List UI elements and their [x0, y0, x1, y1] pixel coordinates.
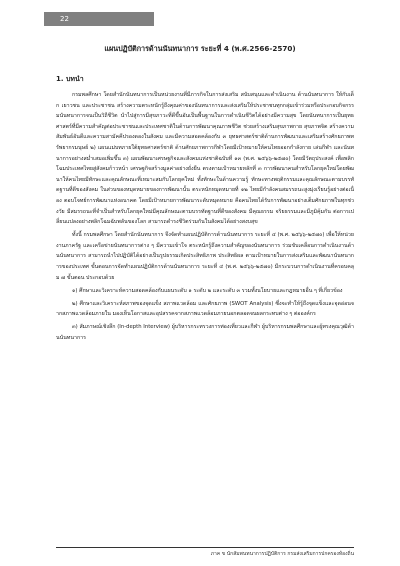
- list-item-step-3: ๓) สัมภาษณ์เชิงลึก (In-depth Interview) ผู้บริหารกระทรวงการท่องเที่ยวและกีฬา ผู้บริหารกรมพลศึกษาและผู้ทรงคุณวุฒิด้านนันทนาการ: [56, 324, 354, 342]
- footer-divider: [56, 547, 354, 548]
- body-content: [56, 90, 354, 346]
- paragraph-introduction: กรมพลศึกษา โดยสำนักนันทนาการเป็นหน่วยงานที่มีภารกิจในการส่งเสริม สนับสนุนและดำเนินงาน ด้านนันทนาการ ให้กับเด็ก เยาวชน และประชาชน สร้างความตระหนักรู้ถึงคุณค่าของนันทนาการและส่งเสริมให้ประชาชนทุกกลุ่มเข้าร่วมหรือประกอบกิจกรรมนันทนาการจนเป็นวิถีชีวิต นำไปสู่การมีสุขภาวะที่ดีขึ้นอันเป็นพื้นฐานในการดำเนินชีวิตได้อย่างมีความสุข โดยนันทนาการเป็นยุทธศาสตร์ที่มีความสำคัญต่อประชาชนและประเทศชาติในด้านการพัฒนาคุณภาพชีวิต ช่วยสร้างเสริมสุขภาพกาย สุขภาพจิต สร้างความสัมพันธ์อันดีและความสามัคคีปรองดองในสังคม และมีความสอดคล้องกับ ๓ ยุทธศาสตร์ชาติด้านการพัฒนาและเสริมสร้างศักยภาพทรัพยากรมนุษย์ ๒) แผนแม่บทภายใต้ยุทธศาสตร์ชาติ ด้านศักยภาพการกีฬาโดยมีเป้าหมายให้คนไทยออกกำลังกาย เล่นกีฬา และนันทนาการอย่างสม่ำเสมอเพิ่มขึ้น ๓) แผนพัฒนาเศรษฐกิจและสังคมแห่งชาติฉบับที่ ๑๓ (พ.ศ. ๒๕๖๖-๒๕๗๐) โดยมีวัตถุประสงค์ เพื่อพลิกโฉมประเทศไทยสู่สังคมก้าวหน้า เศรษฐกิจสร้างมูลค่าอย่างยั่งยืน ตรงตามเป้าหมายหลักที่ ๓ การพัฒนาคนสำหรับโลกยุคใหม่โดยพัฒนาให้คนไทยมีทักษะและคุณลักษณะที่เหมาะสมกับโลกยุคใหม่ ทั้งทักษะในด้านความรู้ ทักษะทางพฤติกรรมและคุณลักษณะตามบรรทัดฐานที่ดีของสังคม ในส่วนของหมุดหมายของการพัฒนานั้น ตระหนักหมุดหมายที่ ๑๒ ไทยมีกำลังคนสมรรถนะสูงมุ่งเรียนรู้อย่างต่อเนื่อง ตอบโจทย์การพัฒนาแห่งอนาคต โดยมีเป้าหมายการพัฒนาระดับหมุดหมาย คือคนไทยได้รับการพัฒนาอย่างเต็มศักยภาพในทุกช่วงวัย มีสมรรถนะที่จำเป็นสำหรับโลกยุคใหม่มีคุณลักษณะตามบรรทัดฐานที่ดีของสังคม มีคุณธรรม จริยธรรมและมีภูมิคุ้มกัน ต่อการเปลี่ยนแปลงอย่างพลิกโฉมฉับพลันของโลก สามารถดำรงชีวิตร่วมกันในสังคมได้อย่างสงบสุข: [56, 92, 354, 226]
- paragraph-plan-purpose: ทั้งนี้ กรมพลศึกษา โดยสำนักนันทนาการ จึงจัดทำแผนปฏิบัติการด้านนันทนาการ ระยะที่ ๔ (พ.ศ. ๒๕๖๖-๒๕๗๐) เพื่อให้หน่วยงานภาครัฐ และเครือข่ายนันทนาการต่าง ๆ มีความเข้าใจ ตระหนักรู้ถึงความสำคัญของนันทนาการ ร่วมขับเคลื่อนการดำเนินงานด้านนันทนาการ สามารถนำไปปฏิบัติได้อย่างเป็นรูปธรรมเกิดประสิทธิภาพ ประสิทธิผล ตามเป้าหมายในการส่งเสริมและพัฒนานันทนาการของประเทศ ขั้นตอนการจัดทำแผนปฏิบัติการด้านนันทนาการ ระยะที่ ๔ (พ.ศ. ๒๕๖๖-๒๕๗๐) มีกระบวนการดำเนินงานที่ครอบคลุม ๗ ขั้นตอน ประกอบด้วย: [56, 232, 354, 281]
- list-item-step-2: ๒) ศึกษาและวิเคราะห์สภาพของจุดแข็ง สภาพแวดล้อม และศักยภาพ (SWOT Analysis) ซึ่งจะทำให้รู้ถึงจุดแข็งและจุดอ่อนจากสภาพแวดล้อมภายใน มองเห็นโอกาสและอุปสรรคจากสภาพแวดล้อมภายนอกตลอดจนผลกระทบต่าง ๆ ต่อองค์กร: [56, 300, 354, 318]
- document-title: แผนปฏิบัติการด้านนันทนาการ ระยะที่ 4 (พ.ศ.2566-2570): [104, 44, 296, 53]
- footer-text: ภาค ข นักสัมพนทนาการปฏิบัติการ กรมส่งเสริมการปกครองท้องถิ่น: [210, 551, 354, 557]
- section-heading: 1. บทนำ: [56, 75, 84, 83]
- list-item-step-1: ๑) ศึกษาและวิเคราะห์ความสอดคล้องกับแผนระดับ ๑ ระดับ ๒ และระดับ ๓ รวมทั้งนโยบายและกฎหมายอื่น ๆ ที่เกี่ยวข้อง: [72, 287, 343, 294]
- page-number: 22: [60, 15, 69, 23]
